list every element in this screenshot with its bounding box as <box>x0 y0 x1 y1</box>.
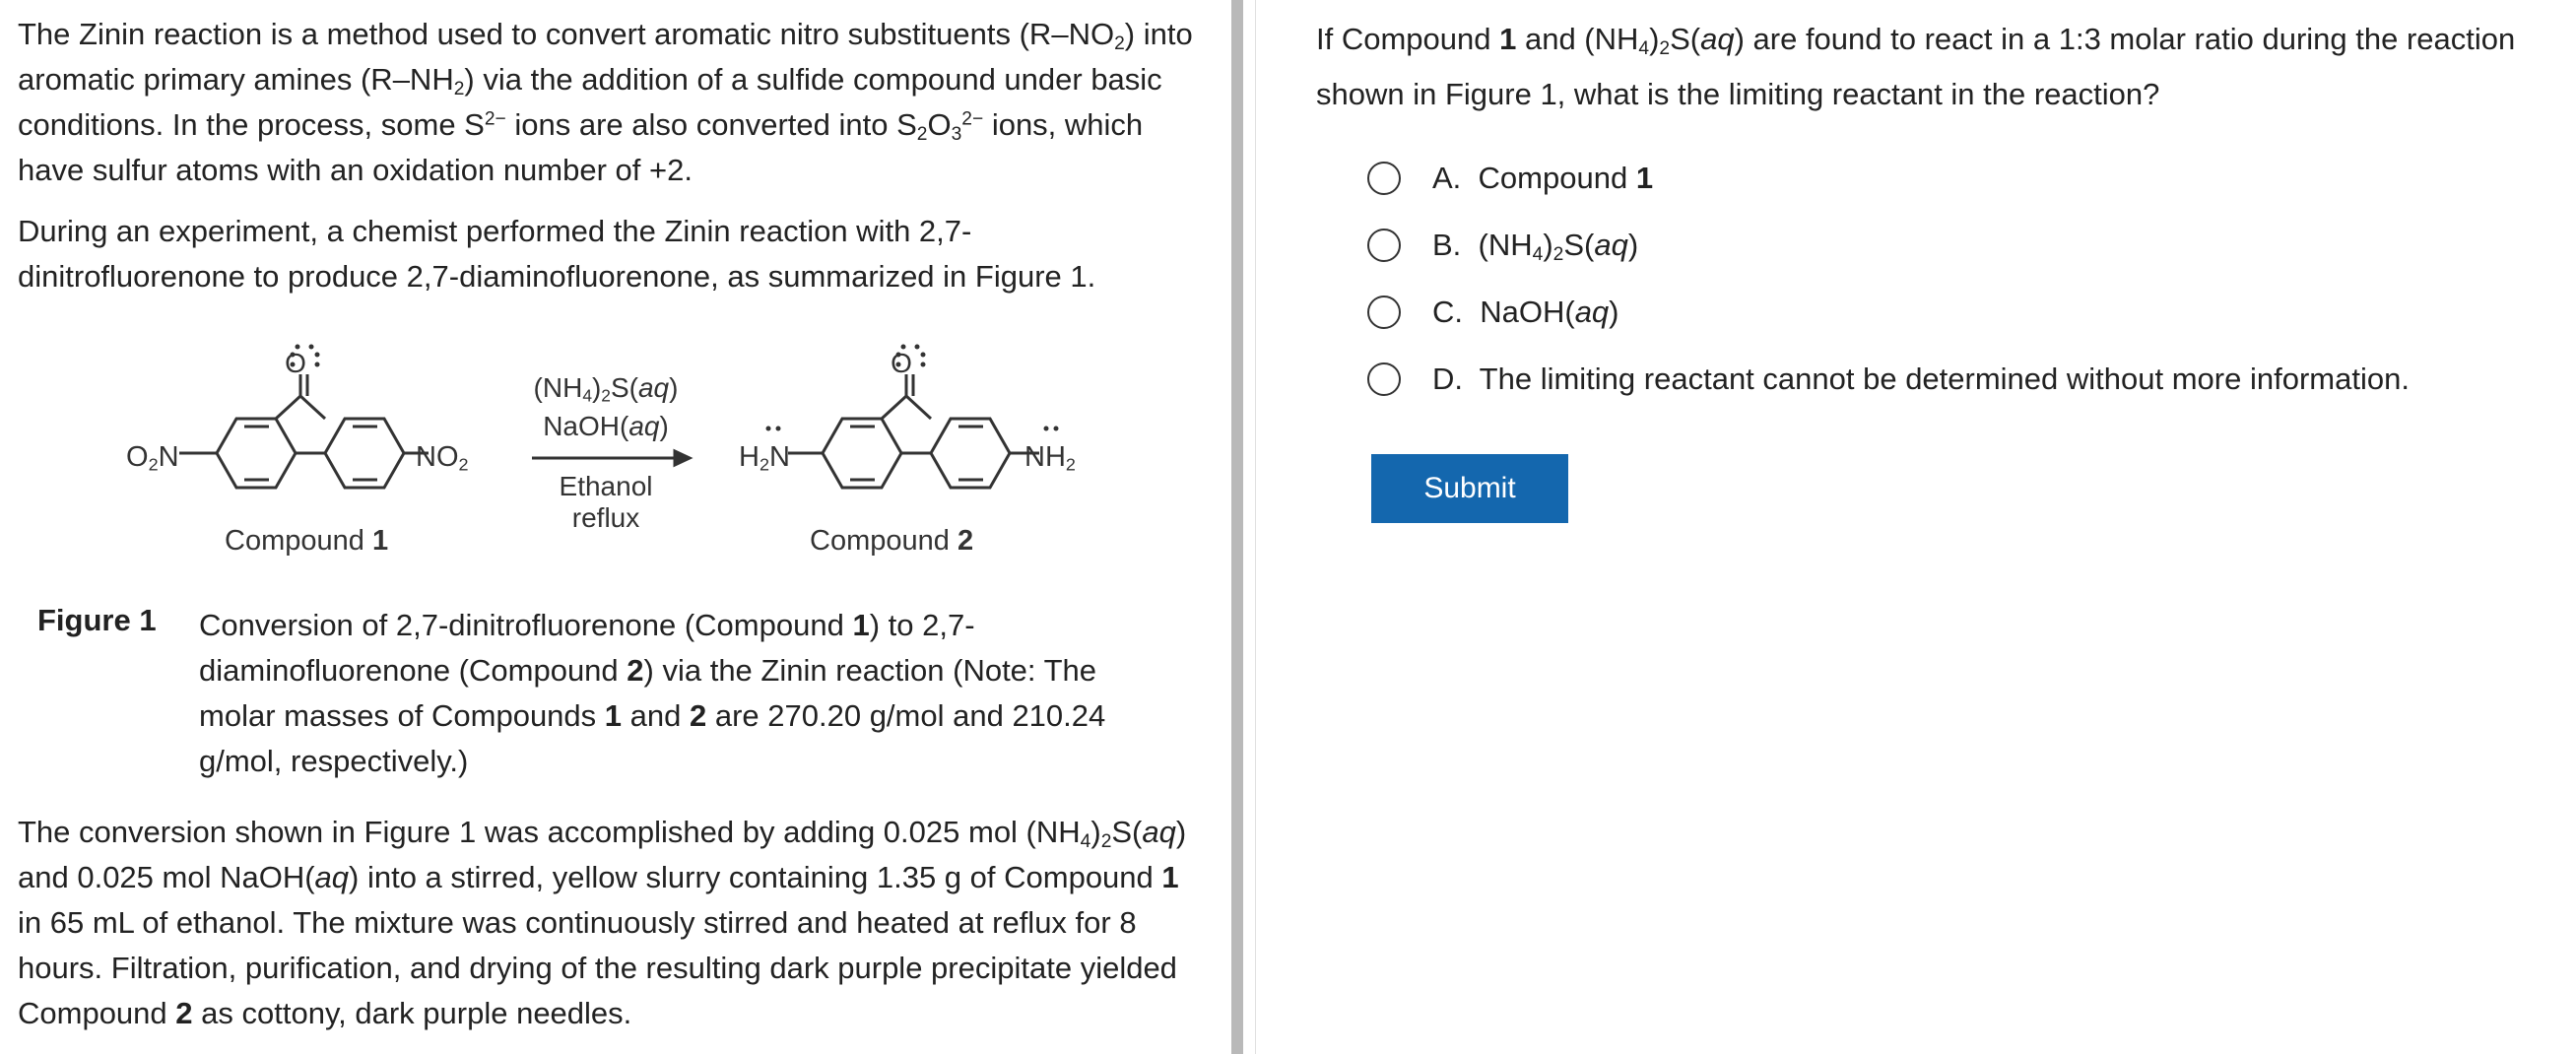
nitro-group-right: $NO_2$ <box>416 441 469 475</box>
pane-divider-line <box>1255 0 1256 1054</box>
option-a[interactable] <box>1367 158 1653 199</box>
option-c[interactable] <box>1367 292 1619 333</box>
paragraph-intro: The Zinin reaction is a method used to convert aromatic nitro substituents $(R-NO_2)$ into aromatic primary amines $(R-NH_2)$ via the addition of a sulfide compound under basic conditions. In the process, some $S^{2-}$ ions are also converted into $S_2O_3^{2-}$ ions, which have sulfur atoms with an oxidation number of +2. <box>18 17 1193 187</box>
passage-pane <box>0 0 1231 1054</box>
compound-1-label: Compound 1 <box>225 525 389 557</box>
option-d[interactable] <box>1367 359 2410 400</box>
condition-reflux: reflux <box>571 502 640 533</box>
submit-button[interactable]: Submit <box>1371 454 1568 523</box>
figure-caption-key: Figure 1 <box>37 603 157 637</box>
amine-group-right: $NH_2$ <box>1024 441 1076 475</box>
condition-solvent: Ethanol <box>559 471 653 501</box>
radio-button-c[interactable] <box>1367 296 1401 329</box>
benzene-ring-left <box>217 419 296 488</box>
pane-splitter[interactable] <box>1231 0 1243 1054</box>
carbonyl-oxygen-1: O <box>285 348 306 378</box>
radio-button-a[interactable] <box>1367 162 1401 195</box>
option-b[interactable] <box>1367 225 1638 266</box>
carbonyl-oxygen-2: O <box>891 348 912 378</box>
option-c-label: C. NaOH(aq) <box>1432 295 1619 329</box>
paragraph-experiment: During an experiment, a chemist performed the Zinin reaction with 2,7-dinitrofluorenone to produce 2,7-diaminofluorenone, as summarized in Figure 1. <box>18 214 1096 294</box>
paragraph-procedure: The conversion shown in Figure 1 was accomplished by adding 0.025 mol $(NH_4)_2S(aq)$ and 0.025 mol NaOH(aq) into a stirred, yellow slurry containing 1.35 g of Compound 1 in 65 mL of ethanol. The mixture was continuously stirred and heated at reflux for 8 hours. Filtration, purification, and drying of the resulting dark purple precipitate yielded Compound 2 as cottony, dark purple needles. <box>18 815 1187 1030</box>
reagent-sodium-hydroxide: NaOH(aq) <box>543 411 669 441</box>
reaction-figure <box>99 335 1133 566</box>
reagent-ammonium-sulfide: $(NH_4)_2S(aq)$ <box>533 372 679 406</box>
compound-2-label: Compound 2 <box>810 525 974 557</box>
figure-caption: Conversion of 2,7-dinitrofluorenone (Compound 1) to 2,7-diaminofluorenone (Compound 2) via the Zinin reaction (Note: The molar masses of Compounds 1 and 2 are 270.20 g/mol and 210.24 g/mol, respectively.) <box>199 608 1106 778</box>
radio-button-d[interactable] <box>1367 362 1401 396</box>
option-b-label: B. $(NH_4)_2S(aq)$ <box>1432 228 1639 265</box>
option-a-label: A. Compound 1 <box>1432 161 1654 195</box>
nitro-group-left: $O_2N$ <box>126 441 179 475</box>
amine-group-left: $H_2N$ <box>739 441 790 475</box>
question-pane <box>1316 0 2567 1054</box>
radio-button-b[interactable] <box>1367 229 1401 262</box>
benzene-ring-left-2 <box>823 419 901 488</box>
benzene-ring-right-2 <box>931 419 1010 488</box>
benzene-ring-right <box>325 419 404 488</box>
question-stem: If Compound 1 and $(NH_4)_2S(aq)$ are found to react in a 1:3 molar ratio during the reaction shown in Figure 1, what is the limiting reactant in the reaction? <box>1316 22 2516 111</box>
option-d-label: D. The limiting reactant cannot be determined without more information. <box>1432 362 2410 396</box>
